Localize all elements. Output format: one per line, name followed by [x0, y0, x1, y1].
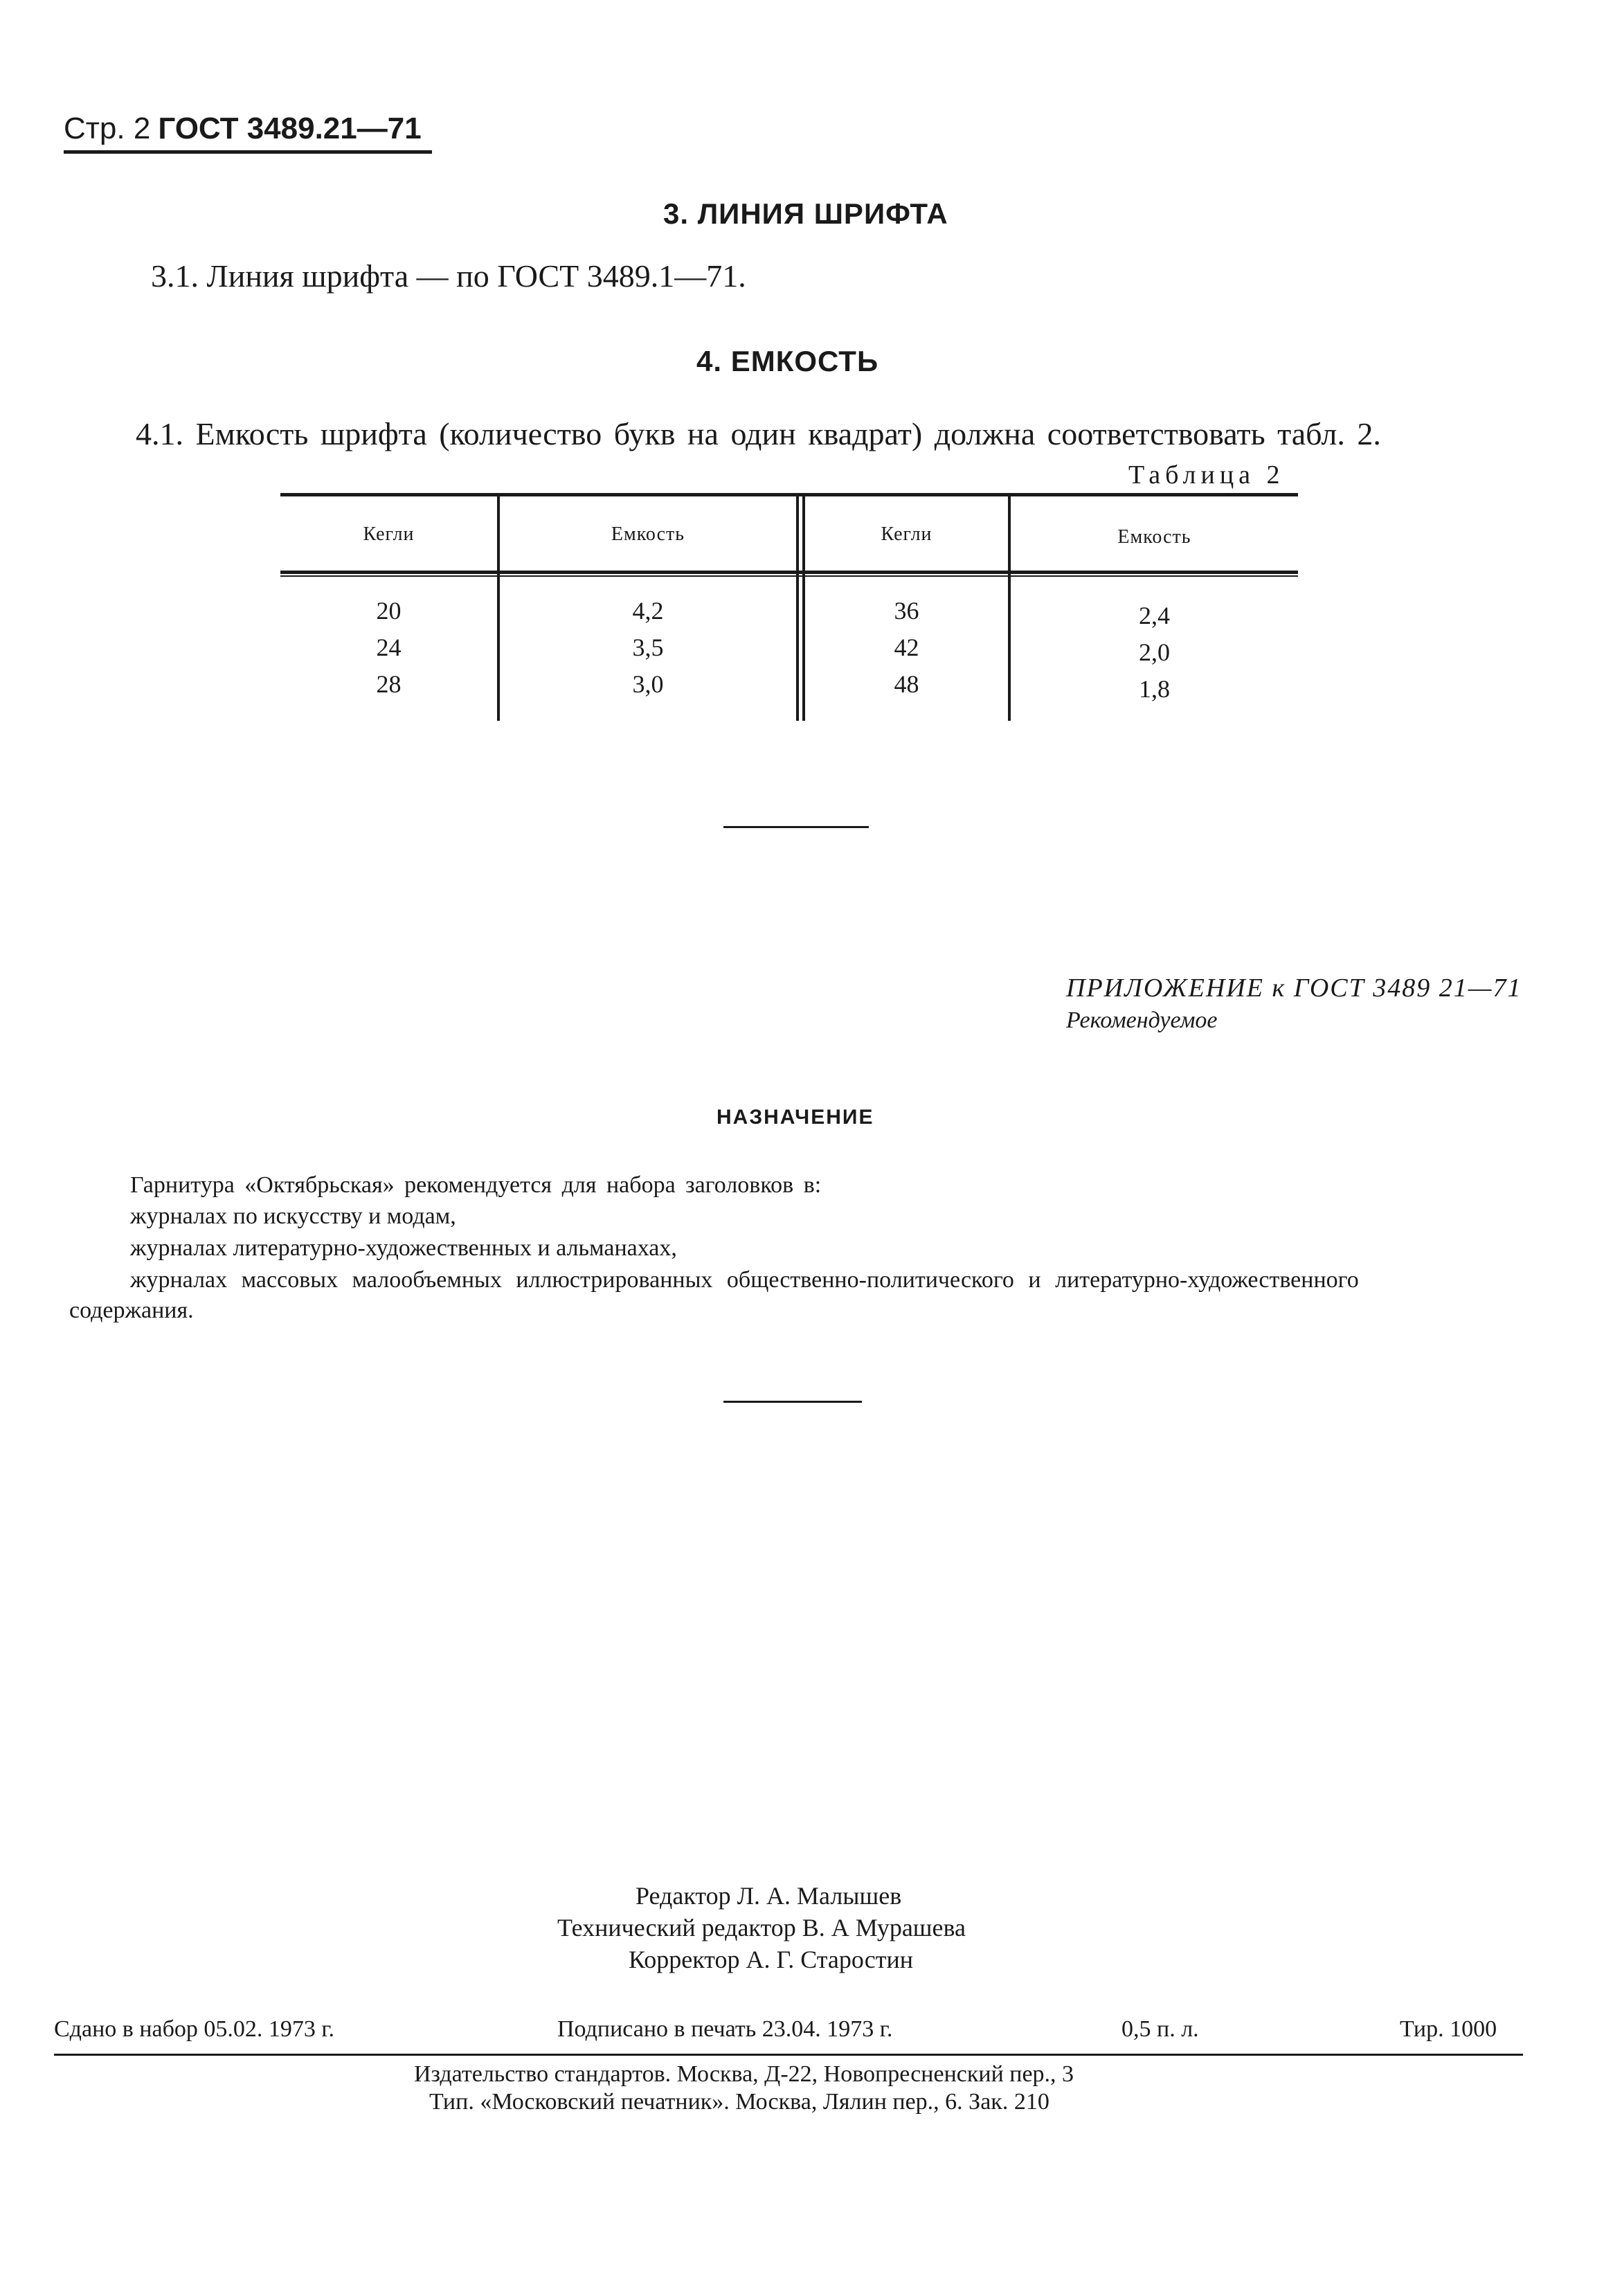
- purpose-line: журналах литературно-художественных и альманахах,: [130, 1235, 677, 1261]
- table-header-rule-thin: [280, 575, 1298, 577]
- credit-editor: Редактор Л. А. Малышев: [636, 1882, 902, 1910]
- table-header-cell: Кегли: [363, 523, 415, 545]
- imprint-typeset: Сдано в набор 05.02. 1973 г.: [54, 2016, 335, 2042]
- page-header: [64, 111, 422, 146]
- table-cell: 20: [376, 597, 402, 625]
- section-separator: [723, 1401, 862, 1403]
- table-header-cell: Емкость: [1117, 526, 1191, 548]
- purpose-title: НАЗНАЧЕНИЕ: [717, 1106, 874, 1129]
- table-header-rule: [280, 571, 1298, 574]
- imprint-rule: [54, 2054, 1523, 2056]
- table-cell: 1,8: [1139, 675, 1170, 703]
- table-header-cell: Кегли: [881, 523, 932, 545]
- purpose-line: содержания.: [69, 1298, 194, 1323]
- table-cell: 3,5: [632, 634, 664, 661]
- table-cell: 4,2: [632, 597, 664, 625]
- table-cell: 42: [894, 634, 919, 661]
- table-top-rule: [280, 493, 1298, 496]
- table-col-rule: [796, 496, 799, 721]
- table-header-cell: Емкость: [611, 523, 685, 545]
- table-cell: 28: [376, 670, 402, 698]
- section-separator: [723, 826, 869, 828]
- credit-tech-editor: Технический редактор В. А Мурашева: [557, 1914, 966, 1941]
- purpose-line: Гарнитура «Октябрьская» рекомендуется для набора заголовков в:: [130, 1172, 822, 1198]
- table-cell: 3,0: [632, 670, 664, 698]
- credit-proofreader: Корректор А. Г. Старостин: [629, 1946, 914, 1973]
- table-cell: 36: [894, 597, 919, 625]
- imprint-printer: Тип. «Московский печатник». Москва, Лялин пер., 6. Зак. 210: [429, 2089, 1049, 2115]
- header-rule: [64, 150, 432, 154]
- table-caption: Таблица 2: [1128, 460, 1285, 490]
- table-cell: 2,0: [1139, 638, 1170, 666]
- imprint-publisher: Издательство стандартов. Москва, Д-22, Новопресненский пер., 3: [414, 2061, 1074, 2087]
- table-cell: 2,4: [1139, 602, 1170, 629]
- appendix-subtitle: Рекомендуемое: [1066, 1007, 1218, 1033]
- table-cell: 24: [376, 634, 402, 661]
- appendix-title: ПРИЛОЖЕНИЕ к ГОСТ 3489 21—71: [1066, 974, 1522, 1003]
- purpose-line: журналах по искусству и модам,: [130, 1203, 456, 1229]
- page-label: Стр. 2: [64, 111, 151, 145]
- section-3-title: 3. ЛИНИЯ ШРИФТА: [663, 197, 948, 230]
- section-3-text: 3.1. Линия шрифта — по ГОСТ 3489.1—71.: [151, 258, 746, 294]
- imprint-print-run: Тир. 1000: [1400, 2016, 1497, 2042]
- purpose-line: журналах массовых малообъемных иллюстрированных общественно-политического и литературно-художественного: [130, 1267, 1359, 1293]
- imprint-sheets: 0,5 п. л.: [1121, 2016, 1199, 2042]
- imprint-signed: Подписано в печать 23.04. 1973 г.: [557, 2016, 893, 2042]
- standard-code: ГОСТ 3489.21—71: [158, 111, 422, 145]
- table-cell: 48: [894, 670, 919, 698]
- section-4-text: 4.1. Емкость шрифта (количество букв на один квадрат) должна соответствовать табл. 2.: [136, 416, 1381, 451]
- section-4-title: 4. ЕМКОСТЬ: [696, 345, 879, 377]
